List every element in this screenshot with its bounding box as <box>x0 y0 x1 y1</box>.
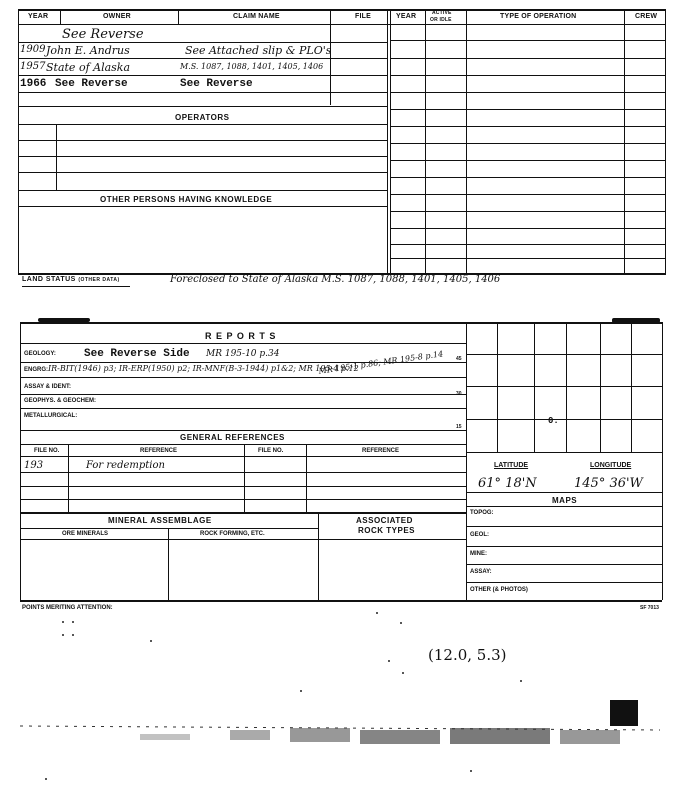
owner-row-2-claim: See Attached slip & PLO's <box>185 44 332 57</box>
grid-row <box>466 419 662 420</box>
grid-col <box>631 322 632 452</box>
coordinate-note: (12.0, 5.3) <box>428 646 507 664</box>
col-divider <box>178 9 179 25</box>
speck <box>62 621 64 623</box>
right-row-line <box>390 75 666 76</box>
header-bottom-line <box>18 24 666 25</box>
row-line <box>18 42 388 43</box>
reports-line <box>20 362 466 363</box>
grid-row <box>466 354 662 355</box>
right-row-line <box>390 58 666 59</box>
year2-header: YEAR <box>396 13 417 20</box>
latitude-value: 61° 18'N <box>478 476 537 491</box>
ref-row-1-reference: For redemption <box>86 460 165 471</box>
col-divider <box>466 9 467 274</box>
land-status-underline <box>22 286 130 287</box>
maps-line <box>466 506 662 507</box>
geology-hand2: MR 195-1 p.86; MR 195-8 p.14 <box>317 349 444 376</box>
ref-col-divider <box>244 444 245 512</box>
row-line <box>18 156 388 157</box>
row-line <box>18 75 388 76</box>
right-row-line <box>390 109 666 110</box>
land-status-label <box>22 276 120 283</box>
right-row-line <box>390 194 666 195</box>
maps-mine-label: MINE: <box>470 551 487 557</box>
col-divider <box>330 9 331 105</box>
points-meriting-attention-label: POINTS MERITING ATTENTION: <box>22 605 113 611</box>
margin-number-30: 30 <box>456 391 462 397</box>
latitude-label: LATITUDE <box>494 462 529 469</box>
reports-left-border <box>20 322 21 600</box>
right-row-line <box>390 126 666 127</box>
owner-row-2-year: 1909 <box>20 44 46 55</box>
corner-blot <box>610 700 638 726</box>
owner-row-4-owner: See Reverse <box>55 78 128 90</box>
owner-header: OWNER <box>103 13 131 20</box>
speck <box>72 634 74 636</box>
row-line <box>18 92 388 93</box>
col-divider <box>56 124 57 190</box>
geophys-label: GEOPHYS. & GEOCHEM: <box>24 398 97 404</box>
right-border <box>665 9 666 274</box>
form-number: SF 7013 <box>640 605 659 611</box>
maps-topog-label: TOPOG: <box>470 510 494 516</box>
margin-number-15: 15 <box>456 424 462 430</box>
owner-row-4-claim: See Reverse <box>180 78 253 90</box>
ref-row-1-file-no: 193 <box>24 460 44 471</box>
reports-divider <box>466 322 467 600</box>
speck <box>300 690 302 692</box>
reports-right-border <box>662 322 663 600</box>
right-row-line <box>390 40 666 41</box>
owner-row-3-owner: State of Alaska <box>46 61 131 74</box>
reports-line <box>20 456 466 457</box>
other-persons-title: OTHER PERSONS HAVING KNOWLEDGE <box>100 195 273 204</box>
speck <box>470 770 472 772</box>
right-row-line <box>390 143 666 144</box>
right-row-line <box>390 258 666 259</box>
row-line <box>18 190 388 191</box>
reports-line <box>20 408 466 409</box>
claim-name-header: CLAIM NAME <box>233 13 280 20</box>
reports-line <box>20 499 466 500</box>
speck <box>45 778 47 780</box>
active-header: ACTIVE <box>432 10 452 16</box>
margin-number-45: 45 <box>456 356 462 362</box>
reports-title: R E P O R T S <box>205 331 277 341</box>
right-row-line <box>390 177 666 178</box>
grid-col <box>566 322 567 452</box>
reference-header: REFERENCE <box>140 448 178 454</box>
maps-line <box>466 526 662 527</box>
reports-line <box>20 377 466 378</box>
owner-row-4-year: 1966 <box>20 78 47 90</box>
reports-bottom-line <box>20 600 662 602</box>
maps-other-label: OTHER (& PHOTOS) <box>470 587 528 593</box>
row-line <box>18 58 388 59</box>
operators-title: OPERATORS <box>175 113 230 122</box>
file-header: FILE <box>355 13 371 20</box>
general-references-title: GENERAL REFERENCES <box>180 433 285 442</box>
crew-header: CREW <box>635 13 658 20</box>
right-row-line <box>390 92 666 93</box>
reports-line <box>20 394 466 395</box>
col-divider <box>624 9 625 274</box>
metallurgical-label: METALLURGICAL: <box>24 413 78 419</box>
mineral-divider <box>168 528 169 600</box>
file-no-header: FILE NO. <box>34 448 60 454</box>
reports-line <box>20 472 466 473</box>
grid-col <box>534 322 535 452</box>
reference2-header: REFERENCE <box>362 448 400 454</box>
speck <box>402 672 404 674</box>
grid-row <box>466 452 662 453</box>
ref-col-divider <box>306 444 307 512</box>
type-of-operation-header: TYPE OF OPERATION <box>500 13 577 20</box>
land-status-value: Foreclosed to State of Alaska M.S. 1087, 1088, 1401, 1405, 1406 <box>170 274 501 285</box>
engrg-label: ENGRG: <box>24 367 48 373</box>
left-border <box>18 9 19 274</box>
right-row-line <box>390 211 666 212</box>
scan-noise-svg <box>20 722 660 750</box>
maps-line <box>466 546 662 547</box>
or-idle-header: OR IDLE <box>430 17 452 23</box>
reports-line <box>20 486 466 487</box>
loc-line <box>466 492 662 493</box>
mineral-line <box>20 539 466 540</box>
maps-assay-label: ASSAY: <box>470 569 492 575</box>
maps-title: MAPS <box>552 496 578 505</box>
maps-line <box>466 582 662 583</box>
row-line <box>18 106 388 107</box>
mineral-line <box>20 528 318 529</box>
reports-line <box>20 430 466 431</box>
top-border <box>18 9 666 11</box>
file-no2-header: FILE NO. <box>258 448 284 454</box>
speck <box>62 634 64 636</box>
speck <box>150 640 152 642</box>
right-row-line <box>390 244 666 245</box>
col-divider <box>60 9 61 25</box>
col-divider <box>425 9 426 274</box>
land-status-text: LAND STATUS <box>22 276 76 283</box>
ref-col-divider <box>68 444 69 512</box>
grid-col <box>600 322 601 452</box>
reports-line <box>20 343 466 344</box>
row-line <box>18 140 388 141</box>
col-divider <box>390 9 391 274</box>
owner-row-3-year: 1957 <box>20 61 46 72</box>
grid-mark: 0. <box>548 416 559 426</box>
year-header: YEAR <box>28 13 49 20</box>
rock-forming-header: ROCK FORMING, ETC. <box>200 531 265 537</box>
speck <box>388 660 390 662</box>
reports-line <box>20 444 466 445</box>
row-line <box>18 172 388 173</box>
right-row-line <box>390 228 666 229</box>
longitude-label: LONGITUDE <box>590 462 632 469</box>
longitude-value: 145° 36'W <box>574 476 643 491</box>
ore-minerals-header: ORE MINERALS <box>62 531 109 537</box>
rock-types-title: ROCK TYPES <box>358 526 416 535</box>
row-line <box>18 124 388 125</box>
owner-row-1-owner: See Reverse <box>62 27 144 42</box>
maps-geol-label: GEOL: <box>470 532 489 538</box>
maps-line <box>466 564 662 565</box>
col-divider <box>387 9 388 274</box>
speck <box>376 612 378 614</box>
speck <box>520 680 522 682</box>
geology-hand: MR 195-10 p.34 <box>206 349 280 359</box>
right-row-line <box>390 160 666 161</box>
speck <box>72 621 74 623</box>
assay-label: ASSAY & IDENT: <box>24 384 72 390</box>
owner-row-2-owner: John E. Andrus <box>46 44 130 57</box>
owner-row-3-claim: M.S. 1087, 1088, 1401, 1405, 1406 <box>180 62 324 71</box>
scan-noise-band <box>20 722 660 750</box>
grid-col <box>497 322 498 452</box>
speck <box>400 622 402 624</box>
reports-line <box>20 512 466 514</box>
land-status-sub: (OTHER DATA) <box>78 277 120 283</box>
mineral-assemblage-title: MINERAL ASSEMBLAGE <box>108 516 212 525</box>
geology-label: GEOLOGY: <box>24 351 56 357</box>
associated-title: ASSOCIATED <box>356 516 413 525</box>
row-line <box>18 206 388 207</box>
grid-row <box>466 386 662 387</box>
geology-typed: See Reverse Side <box>84 348 190 360</box>
mineral-divider <box>318 512 319 600</box>
engrg-hand: IR-BIT(1946) p3; IR-ERP(1950) p2; IR-MNF(B-3-1944) p1&2; MR 195-4 p.12 <box>48 364 359 373</box>
